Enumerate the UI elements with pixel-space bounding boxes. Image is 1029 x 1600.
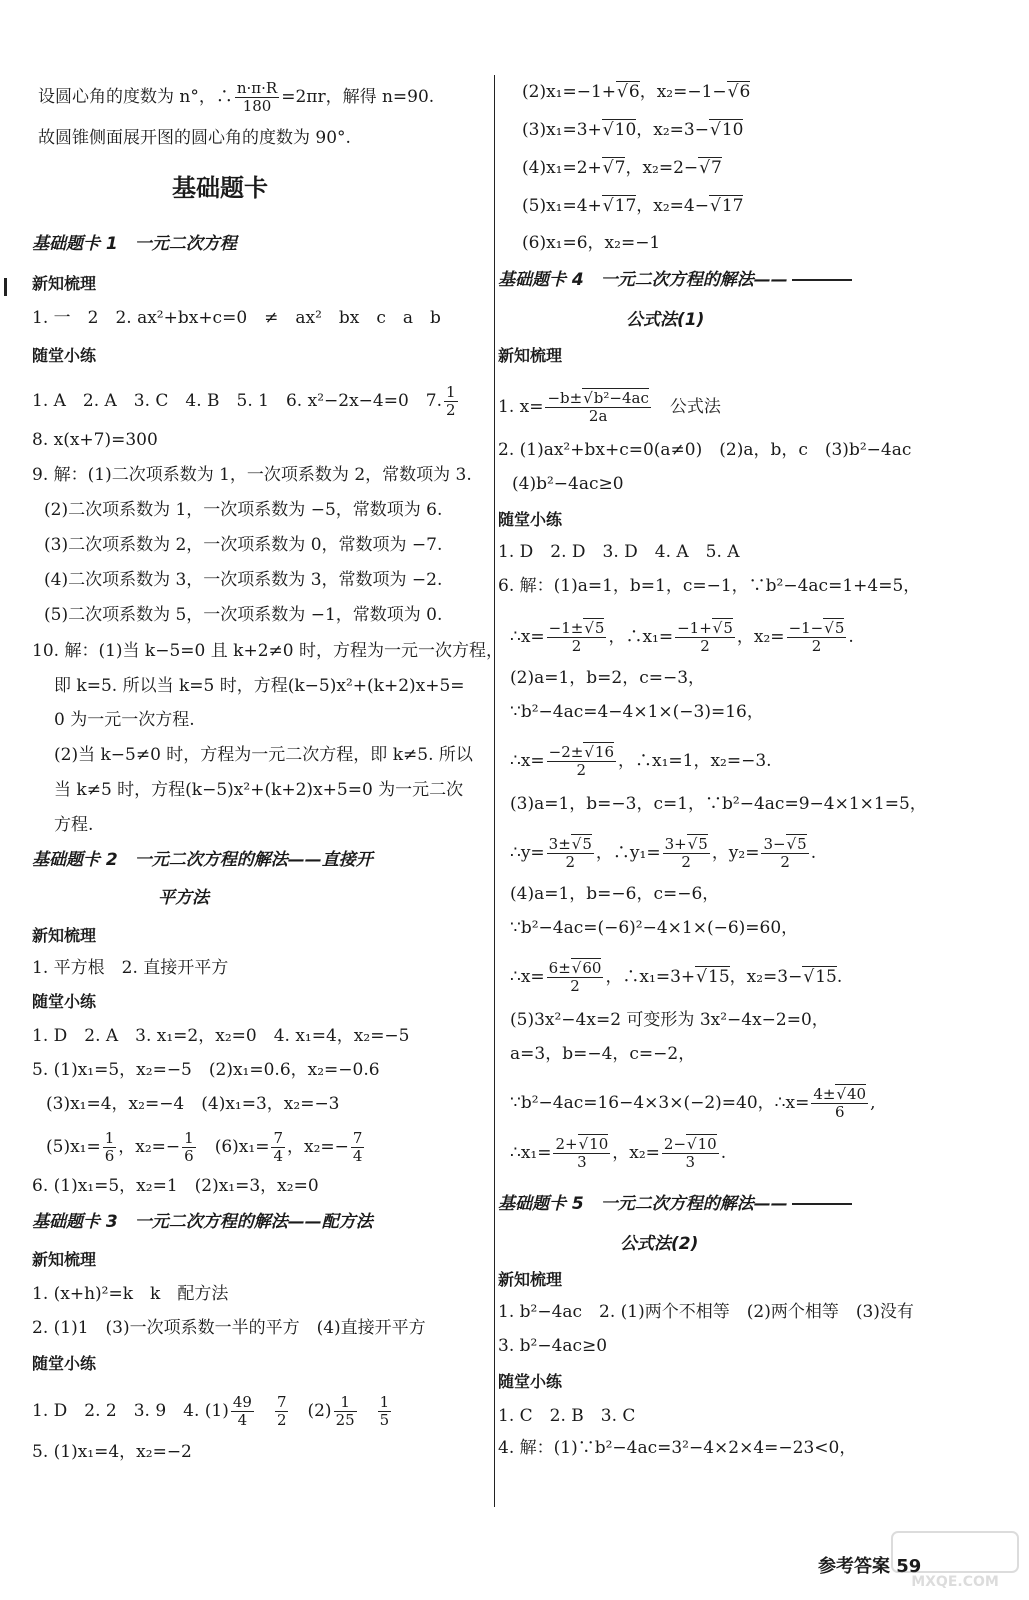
subsection-new: 新知梳理 [32, 1250, 97, 1269]
sqrt: √ 10 [686, 1134, 717, 1153]
numerator [787, 620, 847, 638]
answer-line: 8. x(x+7)=300 [32, 430, 158, 450]
card-heading-3: 基础题卡 3 一元二次方程的解法——配方法 [32, 1212, 373, 1232]
answer-line: 即 k=5. 所以当 k=5 时，方程(k−5)x²+(k+2)x+5= [54, 676, 465, 696]
numerator-text: 3± [548, 835, 571, 853]
denominator: 3 [685, 1153, 696, 1171]
fraction [378, 1394, 392, 1429]
numerator: 1 [379, 1393, 390, 1411]
sqrt: √ b²−4ac [582, 388, 649, 407]
answer-line [522, 118, 743, 142]
answer-text: (3)x₁=3+ [522, 120, 602, 140]
numerator: 1 [184, 1129, 194, 1147]
denominator: 180 [242, 97, 272, 115]
answer-text: ∵b²−4ac=16−4×3×(−2)=40，∴x= [510, 1093, 810, 1113]
numerator: 1 [104, 1129, 115, 1147]
sqrt: √ 5 [823, 618, 844, 637]
answer-line: 4. 解：(1)∵b²−4ac=3²−4×2×4=−23<0， [498, 1438, 857, 1458]
fraction [271, 1130, 285, 1165]
answer-text: (2)x₁=−1+ [522, 82, 617, 102]
fraction [547, 744, 616, 779]
answer-text: ，y₂= [711, 843, 760, 863]
sqrt: √ 5 [687, 834, 708, 853]
answer-line: 2. (1)ax²+bx+c=0(a≠0) (2)a，b，c (3)b²−4ac [498, 440, 912, 460]
numerator-text: 6± [548, 959, 571, 977]
answer-line: a=3，b=−4，c=−2， [510, 1044, 696, 1064]
subsection-new: 新知梳理 [498, 346, 563, 365]
sqrt: √ 7 [698, 157, 722, 178]
answer-line: (4)a=1，b=−6，c=−6， [510, 884, 720, 904]
denominator: 25 [335, 1411, 355, 1429]
numerator: 1 [334, 1394, 357, 1412]
answer-text: (5)x₁=4+ [522, 196, 602, 216]
card-heading-text: 基础题卡 5 一元二次方程的解法—— [498, 1194, 788, 1214]
answer-text: ，x₂=3− [729, 967, 803, 987]
answer-line: ∴x₁= $\frac{2+√ 10}{3}$ ，x₂= $\frac{2-√ 10}{3}$ . [510, 1136, 726, 1171]
numerator [675, 620, 735, 638]
answer-line [522, 156, 722, 180]
sqrt: √ 40 [835, 1084, 866, 1103]
footer-label: 参考答案 [818, 1556, 890, 1577]
answer-line: 1. D 2. D 3. D 4. A 5. A [498, 542, 740, 562]
answer-line [522, 194, 743, 218]
sqrt: √ 16 [583, 742, 614, 761]
answer-line: (3)二次项系数为 2，一次项系数为 0，常数项为 −7. [44, 535, 443, 555]
numerator-text: 3+ [664, 835, 687, 853]
card-heading-text: 基础题卡 4 一元二次方程的解法—— [498, 270, 788, 290]
sqrt: √ 10 [602, 119, 636, 140]
answer-line: (2)a=1，b=2，c=−3， [510, 668, 706, 688]
intro-line-1 [38, 80, 434, 115]
answer-line: (2)当 k−5≠0 时，方程为一元二次方程，即 k≠5. 所以 [54, 745, 473, 765]
sqrt: √ 60 [571, 958, 602, 977]
answer-text: ，∴x₁=3+ [605, 967, 696, 987]
answer-text: ，x₂=4− [636, 196, 709, 216]
sqrt: √ 10 [578, 1134, 609, 1153]
answer-line: 1. b²−4ac 2. (1)两个不相等 (2)两个相等 (3)没有 [498, 1302, 914, 1322]
fraction [275, 1394, 289, 1429]
numerator: 1 [446, 383, 456, 401]
answer-text: ，∴x₁= [608, 627, 674, 647]
denominator: 2a [588, 407, 608, 425]
numerator: 7 [273, 1129, 283, 1147]
denominator: 2 [446, 401, 456, 419]
numerator-text: −1+ [677, 619, 712, 637]
answer-line: 5. (1)x₁=5，x₂=−5 (2)x₁=0.6，x₂=−0.6 [32, 1060, 380, 1080]
answer-text: (2) [290, 1401, 332, 1421]
answer-line: (3)a=1，b=−3，c=1，∵b²−4ac=9−4×1×1=5， [510, 794, 927, 814]
column-divider [494, 75, 495, 1507]
fraction [662, 1136, 719, 1171]
answer-text: ，x₂=− [118, 1137, 181, 1157]
answer-line [498, 390, 721, 425]
answer-text: ∴x= [510, 967, 545, 987]
answer-text: ，x₂=3− [636, 120, 709, 140]
subsection-practice: 随堂小练 [32, 1354, 97, 1373]
answer-line: 3. b²−4ac≥0 [498, 1336, 608, 1356]
answer-line: (4)b²−4ac≥0 [512, 474, 624, 494]
watermark-logo [890, 1530, 1020, 1590]
answer-text: ，x₂= [612, 1143, 660, 1163]
intro-text: 设圆心角的度数为 n°，∴ [38, 87, 233, 107]
answer-text: 1. x= [498, 397, 544, 417]
numerator: n·π·R [236, 79, 278, 97]
sqrt: √ 6 [727, 81, 751, 102]
fraction [663, 836, 710, 871]
answer-line: 5. (1)x₁=4，x₂=−2 [32, 1442, 192, 1462]
numerator-text: 2− [663, 1135, 687, 1153]
fraction [351, 1130, 365, 1165]
numerator-text: 4± [813, 1085, 836, 1103]
denominator: 4 [273, 1147, 283, 1165]
answer-line: ∴y= $\frac{3\pm√ 5}{2}$ ，∴y₁= $\frac{3+√ 5}{2}$ ，y₂= $\frac{3-√ 5}{2}$ . [510, 836, 816, 871]
answer-line: 方程. [54, 815, 94, 835]
denominator: 5 [379, 1411, 390, 1429]
fraction [811, 1086, 868, 1121]
denominator: 2 [276, 1411, 287, 1429]
numerator-text: −1− [788, 619, 824, 637]
numerator: 49 [232, 1393, 252, 1411]
answer-text: ∴x= [510, 627, 545, 647]
intro-text: =2πr，解得 n=90. [281, 87, 435, 107]
sqrt: √ 17 [709, 195, 743, 216]
answer-text: 1. A 2. A 3. C 4. B 5. 1 6. x²−2x−4=0 7. [32, 391, 443, 411]
answer-text: ∴y= [510, 843, 545, 863]
answer-text: 公式法 [652, 397, 721, 417]
numerator [663, 836, 710, 854]
sqrt: √ 17 [602, 195, 636, 216]
fraction [235, 80, 279, 115]
numerator-text: 2+ [555, 1135, 578, 1153]
fraction [675, 620, 735, 655]
section-title: 基础题卡 [172, 174, 268, 202]
fraction [182, 1130, 196, 1165]
sqrt: √ 5 [712, 618, 733, 637]
fraction [547, 620, 607, 655]
intro-line-2: 故圆锥侧面展开图的圆心角的度数为 90°. [38, 128, 351, 148]
answer-line [32, 384, 460, 419]
answer-line: (5)二次项系数为 5，一次项系数为 −1，常数项为 0. [44, 605, 443, 625]
denominator: 2 [570, 977, 580, 995]
numerator: 7 [276, 1393, 287, 1411]
fraction [553, 1136, 610, 1171]
denominator: 4 [352, 1147, 363, 1165]
answer-text: ∴x= [510, 751, 545, 771]
answer-line: 1. D 2. A 3. x₁=2，x₂=0 4. x₁=4，x₂=−5 [32, 1026, 410, 1046]
answer-text: ，x₂=2− [625, 158, 699, 178]
denominator: 2 [681, 853, 691, 871]
subsection-practice: 随堂小练 [32, 346, 97, 365]
answer-text: ，∴x₁=1，x₂=−3. [618, 751, 772, 771]
denominator: 6 [834, 1103, 845, 1121]
watermark-frame [892, 1532, 1018, 1572]
answer-line: 6. (1)x₁=5，x₂=1 (2)x₁=3，x₂=0 [32, 1176, 319, 1196]
fraction [547, 836, 594, 871]
sqrt: √ 5 [571, 834, 592, 853]
answer-line: 2. (1)1 (3)一次项系数一半的平方 (4)直接开平方 [32, 1318, 426, 1338]
answer-line: 9. 解：(1)二次项系数为 1，一次项系数为 2，常数项为 3. [32, 465, 472, 485]
subsection-practice: 随堂小练 [498, 1372, 563, 1391]
subsection-new: 新知梳理 [32, 274, 97, 293]
heading-rule [792, 1203, 852, 1205]
card-heading-2-cont: 平方法 [158, 888, 209, 908]
answer-line: 1. C 2. B 3. C [498, 1406, 636, 1426]
fraction [103, 1130, 117, 1165]
answer-line: 0 为一元一次方程. [54, 710, 195, 730]
subsection-new: 新知梳理 [498, 1270, 563, 1289]
numerator [547, 836, 594, 854]
sqrt: √ 10 [709, 119, 743, 140]
heading-rule [792, 279, 852, 281]
answer-line: 1. (x+h)²=k k 配方法 [32, 1284, 229, 1304]
fraction [444, 384, 458, 419]
subsection-practice: 随堂小练 [32, 992, 97, 1011]
answer-line: (2)二次项系数为 1，一次项系数为 −5，常数项为 6. [44, 500, 443, 520]
answer-line: ∴x= $\frac{-1\pm√ 5}{2}$ ，∴x₁= $\frac{-1+√ 5}{2}$ ，x₂= $\frac{-1-√ 5}{2}$ . [510, 620, 854, 655]
card-heading-5 [498, 1192, 852, 1216]
answer-line: ∵b²−4ac=(−6)²−4×1×(−6)=60， [510, 918, 799, 938]
numerator-text: −2± [548, 743, 584, 761]
answer-text: ∴x₁= [510, 1143, 552, 1163]
answer-line: (4)二次项系数为 3，一次项系数为 3，常数项为 −2. [44, 570, 443, 590]
numerator [811, 1086, 868, 1104]
sqrt: √ 7 [602, 157, 626, 178]
numerator [547, 960, 604, 978]
answer-line: ∴x= $\frac{6\pm√ 60}{2}$ ，∴x₁=3+√ 15，x₂=3−√ 15. [510, 960, 842, 995]
answer-line [32, 1394, 393, 1429]
answer-text: ，x₂=− [287, 1137, 349, 1157]
numerator [761, 836, 808, 854]
denominator: 4 [237, 1411, 248, 1429]
denominator: 3 [577, 1153, 587, 1171]
denominator: 2 [565, 853, 576, 871]
margin-mark [4, 278, 7, 296]
fraction [547, 960, 604, 995]
card-heading-4 [498, 268, 852, 292]
fraction [787, 620, 847, 655]
numerator-text: 3− [763, 835, 786, 853]
subsection-practice: 随堂小练 [498, 510, 563, 529]
subsection-new: 新知梳理 [32, 926, 97, 945]
denominator: 2 [811, 637, 822, 655]
fraction [231, 1394, 254, 1429]
sqrt: √ 15 [695, 966, 729, 987]
card-heading-1: 基础题卡 1 一元二次方程 [32, 234, 237, 254]
answer-line: ∵b²−4ac=16−4×3×(−2)=40，∴x= $\frac{4\pm√ 40}{6}$ , [510, 1086, 876, 1121]
numerator: 7 [352, 1129, 363, 1147]
numerator [547, 620, 607, 638]
fraction [761, 836, 808, 871]
sqrt: √ 5 [786, 834, 807, 853]
denominator: 2 [571, 637, 582, 655]
denominator: 2 [780, 853, 790, 871]
sqrt: √ 15 [802, 966, 836, 987]
watermark-text: MXQE.COM [911, 1574, 999, 1590]
answer-text: ，∴y₁= [595, 843, 661, 863]
answer-line: 1. 一 2 2. ax²+bx+c=0 ≠ ax² bx c a b [32, 308, 441, 328]
answer-line [46, 1130, 366, 1165]
card-heading-5-cont: 公式法(2) [620, 1234, 699, 1254]
answer-line: 当 k≠5 时，方程(k−5)x²+(k+2)x+5=0 为一元二次 [54, 780, 464, 800]
fraction [545, 390, 650, 425]
answer-line [510, 744, 772, 779]
sqrt: √ 6 [616, 81, 640, 102]
answer-text: ，x₂=−1− [639, 82, 727, 102]
page-number: 59 [896, 1556, 922, 1577]
answer-text: (5)x₁= [46, 1137, 101, 1157]
fraction [334, 1394, 357, 1429]
numerator [662, 1136, 719, 1154]
answer-text: (4)x₁=2+ [522, 158, 602, 178]
denominator: 2 [576, 761, 587, 779]
denominator: 6 [104, 1147, 115, 1165]
answer-line: 6. 解：(1)a=1，b=1，c=−1，∵b²−4ac=1+4=5， [498, 576, 921, 596]
sqrt: √ 5 [583, 618, 604, 637]
answer-line: ∵b²−4ac=4−4×1×(−3)=16， [510, 702, 764, 722]
answer-line: 10. 解：(1)当 k−5=0 且 k+2≠0 时，方程为一元一次方程， [32, 641, 503, 661]
answer-line: 1. 平方根 2. 直接开平方 [32, 958, 229, 978]
answer-line: (5)3x²−4x=2 可变形为 3x²−4x−2=0， [510, 1010, 829, 1030]
denominator: 2 [700, 637, 710, 655]
numerator-text: −b± [547, 389, 583, 407]
answer-text: 1. D 2. 2 3. 9 4. (1) [32, 1401, 229, 1421]
answer-line: (3)x₁=4，x₂=−4 (4)x₁=3，x₂=−3 [46, 1094, 340, 1114]
numerator-text: −1± [548, 619, 584, 637]
answer-text: ，x₂= [736, 627, 785, 647]
answer-line [522, 80, 750, 104]
answer-line: (6)x₁=6，x₂=−1 [522, 233, 661, 253]
denominator: 6 [184, 1147, 194, 1165]
card-heading-4-cont: 公式法(1) [626, 310, 705, 330]
numerator [545, 390, 650, 408]
card-heading-2: 基础题卡 2 一元二次方程的解法——直接开 [32, 850, 373, 870]
numerator [553, 1136, 610, 1154]
answer-text: (6)x₁= [197, 1137, 270, 1157]
numerator [547, 744, 616, 762]
